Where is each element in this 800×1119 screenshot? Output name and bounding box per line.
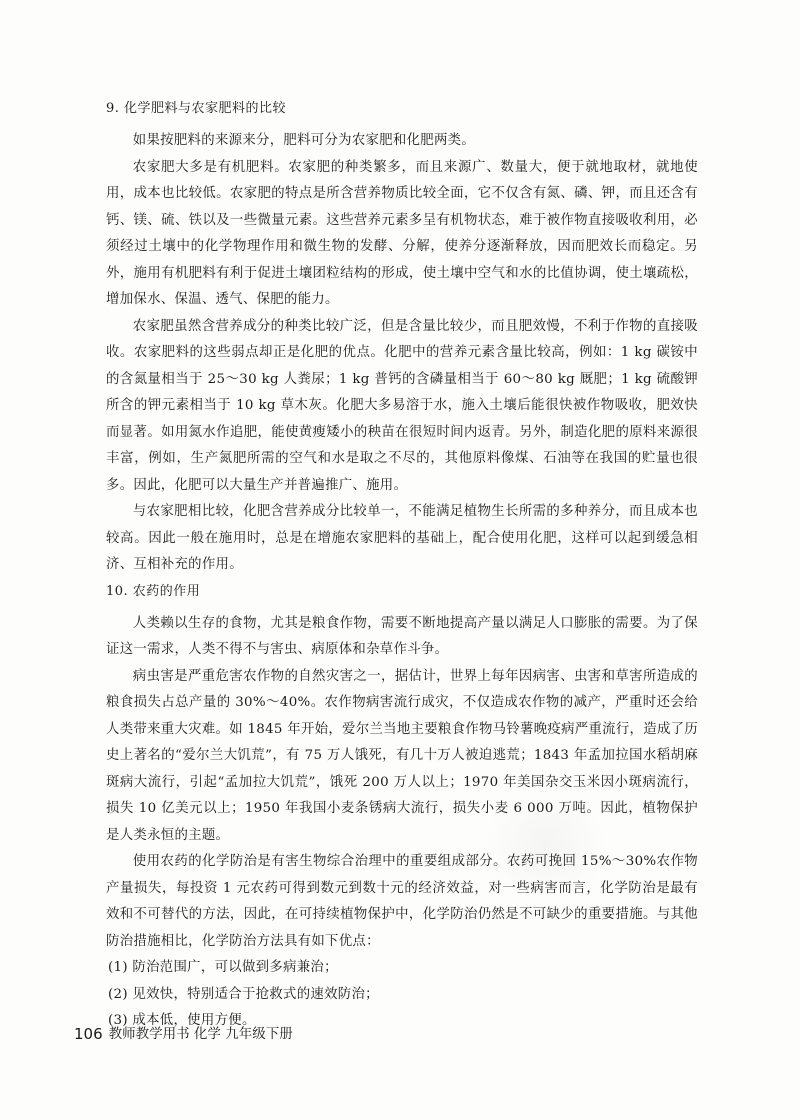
- paragraph: 农家肥大多是有机肥料。农家肥的种类繁多，而且来源广、数量大，便于就地取材，就地使用，成本也比较低。农家肥的特点是所含营养物质比较全面，它不仅含有氮、磷、钾，而且还含有钙、镁、硫、铁以及一些微量元素。这些营养元素多呈有机物状态，难于被作物直接吸收利用，必须经过土壤中的化学物理作用和微生物的发酵、分解，使养分逐渐释放，因而肥效长而稳定。另外，施用有机肥料有利于促进土壤团粒结构的形成，使土壤中空气和水的比值协调，使土壤疏松，增加保水、保温、透气、保肥的能力。: [106, 159, 698, 307]
- section-heading-pesticide-role: 10. 农药的作用: [106, 583, 201, 599]
- list-item: (1) 防治范围广，可以做到多病兼治；: [108, 960, 338, 975]
- paragraph: 病虫害是严重危害农作物的自然灾害之一，据估计，世界上每年因病害、虫害和草害所造成的粮食损失占总产量的 30%～40%。农作物病害流行成灾，不仅造成农作物的减产，严重时还会给人类带来重大灾难。如 1845 年开始，爱尔兰当地主要粮食作物马铃薯晚疫病严重流行，造成了历史上著名的“爱尔兰大饥荒”，有 75 万人饿死，有几十万人被迫逃荒；1843 年孟加拉国水稻胡麻斑病大流行，引起“孟加拉大饥荒”，饿死 200 万人以上；1970 年美国杂交玉米因小斑病流行，损失 10 亿美元以上；1950 年我国小麦条锈病大流行，损失小麦 6 000 万吨。因此，植物保护是人类永恒的主题。: [106, 668, 699, 843]
- paragraph: 使用农药的化学防治是有害生物综合治理中的重要组成部分。农药可挽回 15%～30%农作物产量损失，每投资 1 元农药可得到数元到数十元的经济效益，对一些病害而言，化学防治是最有效和不可替代的方法，因此，在可持续植物保护中，化学防治仍然是不可缺少的重要措施。与其他防治措施相比，化学防治方法具有如下优点：: [106, 854, 698, 949]
- list-item: (3) 成本低，使用方便。: [108, 1013, 256, 1028]
- paragraph: 人类赖以生存的食物，尤其是粮食作物，需要不断地提高产量以满足人口膨胀的需要。为了保证这一需求，人类不得不与害虫、病原体和杂草作斗争。: [106, 615, 698, 657]
- page-content: [106, 96, 698, 1035]
- paragraph: 农家肥虽然含营养成分的种类比较广泛，但是含量比较少，而且肥效慢，不利于作物的直接吸收。农家肥料的这些弱点却正是化肥的优点。化肥中的营养元素含量比较高，例如：1 kg 碳铵中的含氮量相当于 25～30 kg 人粪尿；1 kg 普钙的含磷量相当于 60～80 kg 厩肥；1 kg 硫酸钾所含的钾元素相当于 10 kg 草木灰。化肥大多易溶于水，施入土壤后能很快被作物吸收，肥效快而显著。如用氮水作追肥，能使黄瘦矮小的秧苗在很短时间内返青。另外，制造化肥的原料来源很丰富，例如，生产氮肥所需的空气和水是取之不尽的，其他原料像煤、石油等在我国的贮量也很多。因此，化肥可以大量生产并普遍推广、施用。: [106, 318, 698, 493]
- section-heading-fertilizer-comparison: 9. 化学肥料与农家肥料的比较: [106, 101, 287, 116]
- paragraph: 如果按肥料的来源来分，肥料可分为农家肥和化肥两类。: [132, 133, 476, 148]
- list-item: (2) 见效快，特别适合于抢救式的速效防治；: [108, 986, 379, 1002]
- book-title: 教师教学用书 化学 九年级下册: [108, 1026, 293, 1042]
- page-number: 106: [74, 1025, 103, 1043]
- page-footer: [74, 1024, 293, 1044]
- paragraph: 与农家肥相比较，化肥含营养成分比较单一，不能满足植物生长所需的多种养分，而且成本也较高。因此一般在施用时，总是在增施农家肥料的基础上，配合使用化肥，这样可以起到缓急相济、互相补充的作用。: [106, 504, 698, 572]
